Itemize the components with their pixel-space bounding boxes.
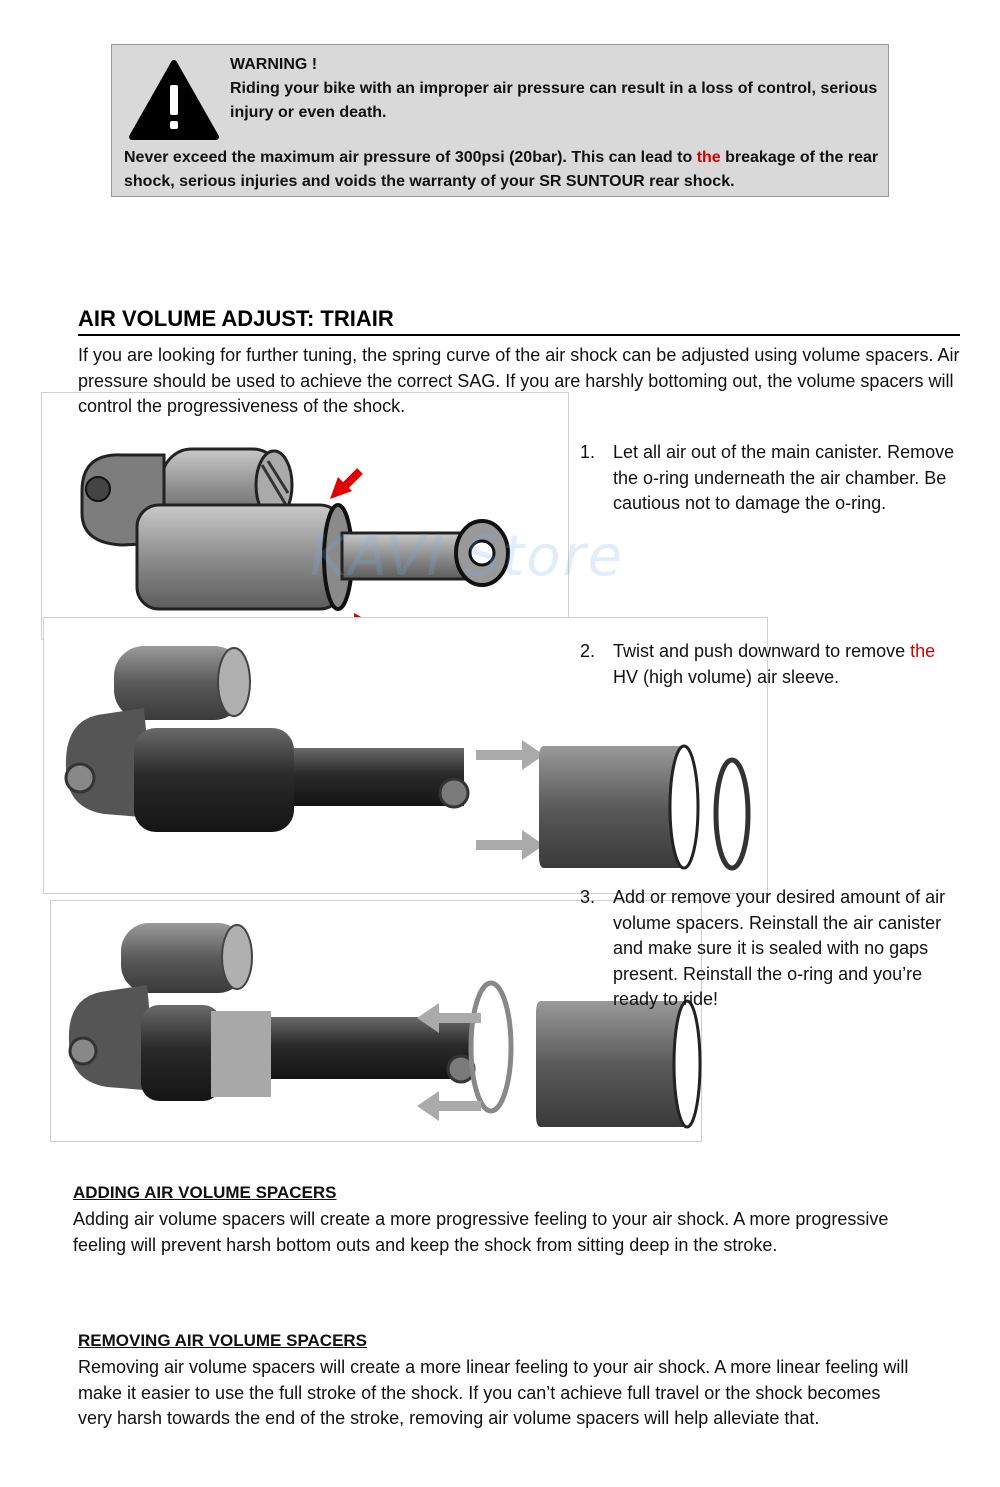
shock-illustration-1 xyxy=(42,393,570,641)
step-1-text: Let all air out of the main canister. Remove the o-ring underneath the air chamber. Be cautious not to damage the o-ring. xyxy=(613,442,955,513)
step-3-text: Add or remove your desired amount of air volume spacers. Reinstall the air canister and make sure it is sealed with no gaps present. Reinstall the o-ring and you’re ready to ride! xyxy=(613,887,946,1009)
step-3-number: 3. xyxy=(580,887,596,907)
removing-title: REMOVING AIR VOLUME SPACERS xyxy=(78,1331,368,1350)
warning-note-part1: Never exceed the maximum air pressure of 300psi (20bar). This can lead to xyxy=(124,149,697,166)
step-1-number: 1. xyxy=(580,442,596,462)
warning-message: Riding your bike with an improper air pressure can result in a loss of control, serious injury or even death. xyxy=(230,80,878,121)
step-3 xyxy=(580,885,950,1013)
watermark: KAVI Store xyxy=(310,524,625,589)
warning-triangle-icon xyxy=(128,59,220,141)
section-intro: If you are looking for further tuning, the spring curve of the air shock can be adjusted using volume spacers. Air pressure should be used to achieve the correct SAG. If you are harshly bottoming out, the volume spacers will control the progressiveness of the shock. xyxy=(78,345,960,416)
warning-heading xyxy=(230,53,880,125)
step-2-text xyxy=(613,639,960,690)
adding-title: ADDING AIR VOLUME SPACERS xyxy=(73,1183,337,1202)
step-2-number: 2. xyxy=(580,641,596,661)
warning-note-highlight: the xyxy=(696,149,721,166)
removing-text: Removing air volume spacers will create a more linear feeling to your air shock. A more linear feeling will make it easier to use the full stroke of the shock. If you can’t achieve full travel or the shock becomes very harsh towards the end of the stroke, removing air volume spacers will help alleviate that. xyxy=(78,1357,909,1428)
warning-title: WARNING ! xyxy=(230,56,318,73)
warning-note-part2: breakage of the rear shock, serious injuries and voids the warranty of your SR SUNTOUR rear shock. xyxy=(124,149,879,190)
warning-note xyxy=(124,146,880,194)
adding-text: Adding air volume spacers will create a more progressive feeling to your air shock. A more progressive feeling will prevent harsh bottom outs and keep the shock from sitting deep in the stroke. xyxy=(73,1209,889,1255)
step-2-text-part2: HV (high volume) air sleeve. xyxy=(613,666,840,687)
warning-box xyxy=(111,44,889,197)
step-2 xyxy=(580,639,960,690)
section-title: AIR VOLUME ADJUST: TRIAIR xyxy=(78,304,960,336)
step-2-text-highlight: the xyxy=(910,641,936,661)
step-2-text-part1: Twist and push downward to remove xyxy=(613,641,911,661)
step-1 xyxy=(580,440,960,517)
shock-image-step1 xyxy=(41,392,569,640)
